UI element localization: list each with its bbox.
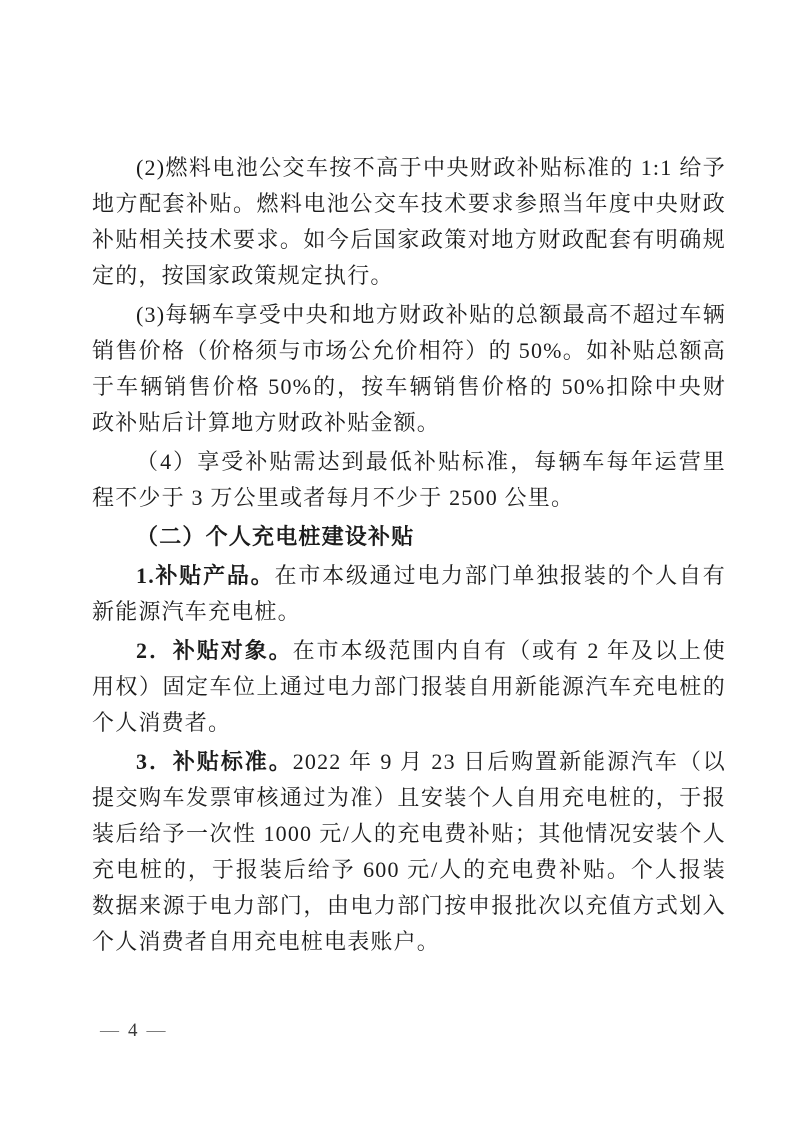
paragraph-per-vehicle-subsidy-cap: (3)每辆车享受中央和地方财政补贴的总额最高不超过车辆销售价格（价格须与市场公允价相符）的 50%。如补贴总额高于车辆销售价格 50%的，按车辆销售价格的 50%扣除中央财政补贴后计算地方财政补贴金额。 [92,302,726,435]
page-number: 4 [128,1020,138,1041]
paragraph-lead-subsidy-product: 1.补贴产品。 [136,563,275,588]
footer-dash-left: — [100,1020,119,1041]
paragraph-lead-subsidy-target: 2．补贴对象。 [136,638,293,663]
paragraph-text-subsidy-target: 在市本级范围内自有（或有 2 年及以上使用权）固定车位上通过电力部门报装自用新能源汽车充电桩的个人消费者。 [92,638,726,735]
paragraph-text-subsidy-product: 在市本级通过电力部门单独报装的个人自有新能源汽车充电桩。 [92,563,726,624]
paragraph-text-subsidy-standard: 2022 年 9 月 23 日后购置新能源汽车（以提交购车发票审核通过为准）且安装个人自用充电桩的，于报装后给予一次性 1000 元/人的充电费补贴；其他情况安装个人充电桩的，于报装后给予 600 元/人的充电费补贴。个人报装数据来源于电力部门，由电力部门按申报批次以充值方式划入个人消费者自用充电桩电表账户。 [92,749,726,954]
paragraph-subsidy-standard [92,744,726,960]
page-footer [100,1020,166,1042]
section-heading-personal-charging-pile-subsidy: （二）个人充电桩建设补贴 [136,524,415,549]
footer-dash-right: — [146,1020,166,1041]
paragraph-subsidy-product [92,558,726,630]
paragraph-lead-subsidy-standard: 3．补贴标准。 [136,749,293,774]
paragraph-fuel-cell-bus-matching-subsidy: (2)燃料电池公交车按不高于中央财政补贴标准的 1:1 给予地方配套补贴。燃料电池公交车技术要求参照当年度中央财政补贴相关技术要求。如今后国家政策对地方财政配套有明确规定的，按国家政策规定执行。 [92,155,726,288]
paragraph-minimum-mileage-requirement: （4）享受补贴需达到最低补贴标准，每辆车每年运营里程不少于 3 万公里或者每月不少于 2500 公里。 [92,449,726,510]
paragraph-subsidy-target [92,633,726,741]
document-body [92,150,726,963]
